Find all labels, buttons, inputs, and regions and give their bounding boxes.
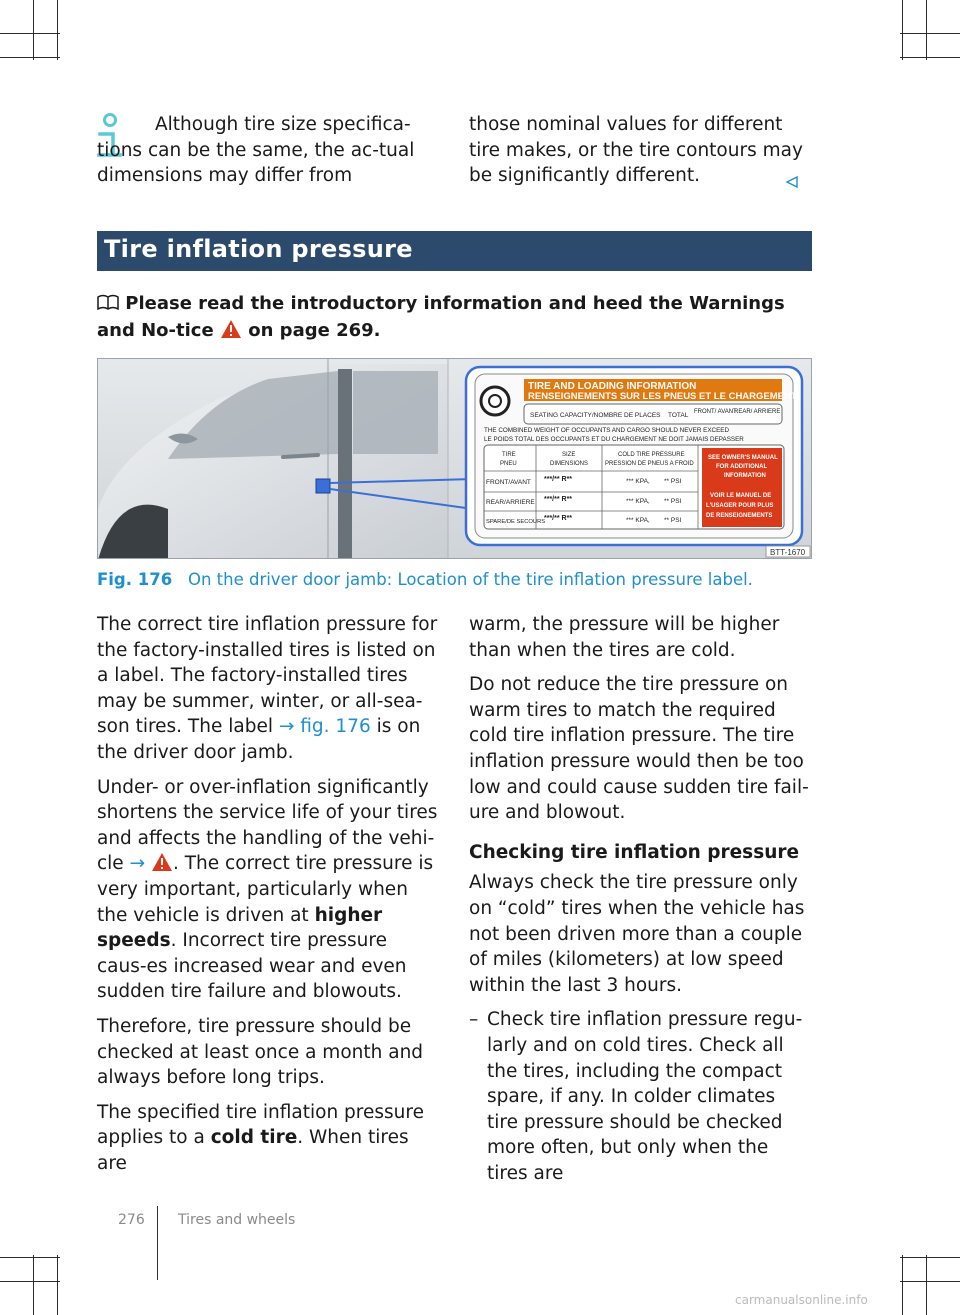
intro-text-right (469, 112, 809, 189)
warning-icon (151, 852, 173, 872)
intro-text-left-content: Although tire size specifica-tions can be the same, the ac-tual dimensions may differ from (97, 114, 415, 187)
label-row-size: ***/** R** (544, 515, 573, 522)
left-column (97, 612, 439, 1185)
crop-mark (57, 0, 58, 60)
label-see-manual-1: SEE OWNER'S MANUAL (708, 455, 778, 461)
paragraph-text: Under- or over-inflation significantly shortens the service life of your tires and affects the handling of the vehi-cle (97, 776, 438, 875)
page-number: 276 (118, 1212, 145, 1228)
paragraph (97, 1100, 439, 1177)
crop-mark (900, 57, 960, 58)
figure-caption (97, 570, 753, 589)
footer-section: Tires and wheels (178, 1212, 296, 1228)
crop-mark (902, 0, 903, 60)
label-row-psi: ** PSI (664, 498, 682, 505)
crop-mark (33, 0, 34, 60)
label-row-kpa: *** KPA, (626, 517, 650, 524)
paragraph-text: . The correct tire pressure is very important, particularly when the vehicle is driven at (97, 853, 434, 926)
paragraph: Always check the tire pressure only on “cold” tires when the vehicle has not been driven more than a couple of miles (kilometers) at low speed within the last 3 hours. (469, 872, 805, 996)
label-front-avant: FRONT/ AVANT (694, 409, 737, 415)
label-row-kpa: *** KPA, (626, 498, 650, 505)
paragraph: warm, the pressure will be higher than when the tires are cold. (469, 614, 780, 661)
figure-door-jamb (97, 358, 812, 559)
label-combined-fr: LE POIDS TOTAL DES OCCUPANTS ET DU CHARGEMENT NE DOIT JAMAIS DEPASSER (484, 436, 744, 443)
crop-mark (0, 57, 60, 58)
label-voir-manuel-1: VOIR LE MANUEL DE (710, 493, 772, 499)
label-row-tire: REAR/ARRIERE (486, 499, 535, 506)
read-intro-notice (97, 290, 812, 344)
label-col-pressure-fr: PRESSION DE PNEUS A FROID (605, 461, 694, 467)
label-see-manual-3: INFORMATION (724, 473, 766, 479)
label-rear-arriere: REAR/ ARRIERE (734, 409, 781, 415)
list-item (469, 1007, 811, 1186)
crop-mark (926, 0, 927, 60)
paragraph (97, 612, 439, 766)
label-title-en: TIRE AND LOADING INFORMATION (528, 381, 697, 392)
label-row-kpa: *** KPA, (626, 478, 650, 485)
label-row-size: ***/** R** (544, 496, 573, 503)
watermark: carmanualsonline.info (735, 1293, 868, 1307)
subheading: Checking tire inflation pressure (469, 841, 800, 863)
warning-icon (220, 319, 242, 339)
paragraph-text: is on the driver door jamb. (97, 716, 421, 763)
emphasis-text: cold tire (210, 1127, 298, 1149)
label-row-tire: FRONT/AVANT (486, 479, 531, 486)
footer-divider (157, 1206, 158, 1280)
label-row-size: ***/** R** (544, 476, 573, 483)
label-seating: SEATING CAPACITY/NOMBRE DE PLACES (530, 412, 661, 419)
crop-mark (902, 1255, 903, 1315)
paragraph-text: The specified tire inflation pressure applies to a (97, 1101, 424, 1149)
door-jamb-illustration (98, 359, 812, 559)
label-col-size-en: SIZE (562, 452, 576, 458)
figure-link[interactable]: → fig. 176 (278, 716, 371, 738)
intro-text-right-content: those nominal values for different tire makes, or the tire contours may be significantly different. (469, 114, 803, 187)
paragraph-text: . Incorrect tire pressure caus-es increased wear and even sudden tire failure and blowouts. (97, 930, 407, 1003)
paragraph: Do not reduce the tire pressure on warm tires to match the required cold tire inflation pressure. The tire inflation pressure would then be too low and could cause sudden tire fail-ure and blowout. (469, 674, 809, 824)
paragraph (97, 775, 439, 1005)
emphasis-text: higher speeds (97, 904, 383, 952)
paragraph: Therefore, tire pressure should be checked at least once a month and always before long trips. (97, 1015, 424, 1089)
right-column (469, 612, 811, 1186)
label-total: TOTAL (668, 412, 689, 419)
section-title: Tire inflation pressure (104, 235, 413, 263)
crop-mark (900, 1257, 960, 1258)
read-intro-text: Please read the introductory information and heed the Warnings and No-tice (97, 293, 785, 341)
intro-text-left (97, 112, 437, 189)
label-row-psi: ** PSI (664, 517, 682, 524)
label-voir-manuel-3: DE RENSEIGNEMENTS (706, 513, 773, 519)
label-col-pressure-en: COLD TIRE PRESSURE (618, 452, 685, 458)
crop-mark (900, 33, 960, 34)
crop-mark (0, 1257, 60, 1258)
crop-mark (926, 1255, 927, 1315)
warning-link[interactable]: → (130, 853, 173, 874)
label-row-tire: SPARE/DE SECOURS (486, 519, 546, 525)
label-row-psi: ** PSI (664, 478, 682, 485)
label-combined-en: THE COMBINED WEIGHT OF OCCUPANTS AND CARGO SHOULD NEVER EXCEED (484, 427, 730, 434)
label-col-size-fr: DIMENSIONS (550, 461, 589, 467)
crop-mark (33, 1255, 34, 1315)
continue-arrow-icon (786, 176, 798, 188)
figure-link-text: fig. 176 (300, 716, 371, 738)
list-item-text: Check tire inflation pressure regu-larly and on cold tires. Check all the tires, including the compact spare, if any. In colder climates tire pressure should be checked more often, but only when the tires are (487, 1009, 803, 1184)
figure-number: Fig. 176 (97, 570, 173, 589)
crop-mark (900, 1281, 960, 1282)
label-voir-manuel-2: L'USAGER POUR PLUS (706, 503, 774, 509)
crop-mark (57, 1255, 58, 1315)
list-dash: – (469, 1009, 479, 1031)
paragraph-text: . When tires are (97, 1127, 409, 1174)
crop-mark (0, 1281, 60, 1282)
figure-caption-text: On the driver door jamb: Location of the tire inflation pressure label. (187, 570, 753, 589)
book-icon (97, 294, 119, 310)
crop-mark (0, 33, 60, 34)
label-see-manual-2: FOR ADDITIONAL (716, 464, 768, 470)
figure-code: BTT-1670 (770, 548, 806, 557)
label-col-tire-fr: PNEU (500, 461, 517, 467)
read-intro-page-ref: on page 269. (248, 320, 381, 341)
label-col-tire-en: TIRE (502, 452, 516, 458)
label-title-fr: RENSEIGNEMENTS SUR LES PNEUS ET LE CHARGEMENT (528, 391, 797, 402)
paragraph-text: The correct tire inflation pressure for the factory-installed tires is listed on a label. The factory-installed tires may be summer, winter, or all-sea-son tires. The label (97, 614, 438, 738)
